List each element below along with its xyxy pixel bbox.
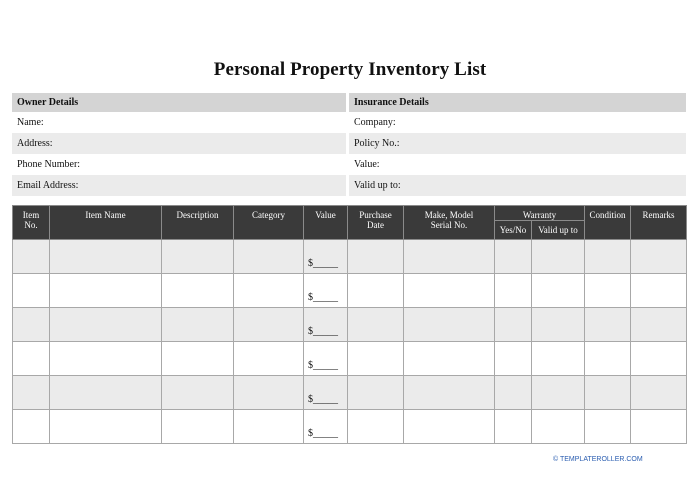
table-row [13, 410, 687, 444]
cell-warranty-valid-up-to[interactable] [532, 410, 585, 444]
cell-make-model[interactable] [404, 274, 495, 308]
cell-item-name[interactable] [50, 274, 162, 308]
cell-make-model[interactable] [404, 308, 495, 342]
cell-warranty-yes-no[interactable] [495, 308, 532, 342]
owner-details-header: Owner Details [12, 93, 346, 112]
inventory-table [12, 205, 687, 444]
cell-value[interactable]: $_____ [304, 376, 348, 410]
cell-item-no[interactable] [13, 376, 50, 410]
inventory-table-body [13, 240, 687, 444]
col-warranty: Warranty [495, 206, 585, 221]
table-row [13, 342, 687, 376]
cell-item-no[interactable] [13, 274, 50, 308]
cell-warranty-yes-no[interactable] [495, 274, 532, 308]
insurance-policy-field[interactable]: Policy No.: [349, 133, 686, 154]
cell-condition[interactable] [585, 376, 631, 410]
cell-warranty-valid-up-to[interactable] [532, 308, 585, 342]
cell-condition[interactable] [585, 274, 631, 308]
cell-warranty-yes-no[interactable] [495, 376, 532, 410]
cell-remarks[interactable] [631, 240, 687, 274]
cell-warranty-valid-up-to[interactable] [532, 376, 585, 410]
cell-make-model[interactable] [404, 342, 495, 376]
cell-category[interactable] [234, 274, 304, 308]
cell-warranty-yes-no[interactable] [495, 240, 532, 274]
cell-description[interactable] [162, 410, 234, 444]
cell-category[interactable] [234, 342, 304, 376]
col-remarks: Remarks [631, 206, 687, 240]
cell-item-name[interactable] [50, 342, 162, 376]
cell-value[interactable]: $_____ [304, 410, 348, 444]
cell-category[interactable] [234, 240, 304, 274]
cell-item-name[interactable] [50, 308, 162, 342]
col-condition: Condition [585, 206, 631, 240]
table-row [13, 274, 687, 308]
insurance-valid-field[interactable]: Valid up to: [349, 175, 686, 196]
footer-credit[interactable]: © TEMPLATEROLLER.COM [553, 456, 643, 463]
col-value: Value [304, 206, 348, 240]
cell-purchase-date[interactable] [348, 410, 404, 444]
cell-purchase-date[interactable] [348, 342, 404, 376]
cell-value[interactable]: $_____ [304, 274, 348, 308]
cell-remarks[interactable] [631, 308, 687, 342]
col-warranty-yes-no: Yes/No [495, 221, 532, 240]
col-item-name: Item Name [50, 206, 162, 240]
cell-category[interactable] [234, 308, 304, 342]
cell-purchase-date[interactable] [348, 274, 404, 308]
cell-make-model[interactable] [404, 240, 495, 274]
cell-category[interactable] [234, 376, 304, 410]
cell-description[interactable] [162, 342, 234, 376]
cell-condition[interactable] [585, 240, 631, 274]
cell-item-name[interactable] [50, 410, 162, 444]
cell-make-model[interactable] [404, 410, 495, 444]
cell-item-no[interactable] [13, 410, 50, 444]
owner-phone-field[interactable]: Phone Number: [12, 154, 346, 175]
cell-value[interactable]: $_____ [304, 308, 348, 342]
cell-remarks[interactable] [631, 274, 687, 308]
cell-warranty-yes-no[interactable] [495, 342, 532, 376]
cell-warranty-yes-no[interactable] [495, 410, 532, 444]
insurance-details-header: Insurance Details [349, 93, 686, 112]
cell-item-no[interactable] [13, 342, 50, 376]
cell-purchase-date[interactable] [348, 376, 404, 410]
cell-warranty-valid-up-to[interactable] [532, 274, 585, 308]
owner-email-field[interactable]: Email Address: [12, 175, 346, 196]
cell-value[interactable]: $_____ [304, 342, 348, 376]
cell-purchase-date[interactable] [348, 308, 404, 342]
cell-condition[interactable] [585, 308, 631, 342]
page-title: Personal Property Inventory List [213, 59, 487, 80]
cell-description[interactable] [162, 240, 234, 274]
col-description: Description [162, 206, 234, 240]
owner-details-section [12, 93, 346, 196]
owner-name-field[interactable]: Name: [12, 112, 346, 133]
cell-purchase-date[interactable] [348, 240, 404, 274]
cell-condition[interactable] [585, 410, 631, 444]
cell-item-no[interactable] [13, 240, 50, 274]
table-row [13, 308, 687, 342]
cell-description[interactable] [162, 376, 234, 410]
cell-item-no[interactable] [13, 308, 50, 342]
cell-make-model[interactable] [404, 376, 495, 410]
cell-value[interactable]: $_____ [304, 240, 348, 274]
insurance-details-section [349, 93, 686, 196]
cell-warranty-valid-up-to[interactable] [532, 342, 585, 376]
cell-description[interactable] [162, 274, 234, 308]
cell-warranty-valid-up-to[interactable] [532, 240, 585, 274]
cell-description[interactable] [162, 308, 234, 342]
table-row [13, 240, 687, 274]
col-purchase-date: Purchase Date [348, 206, 404, 240]
cell-remarks[interactable] [631, 342, 687, 376]
cell-item-name[interactable] [50, 376, 162, 410]
table-header-row [13, 206, 687, 221]
cell-category[interactable] [234, 410, 304, 444]
insurance-company-field[interactable]: Company: [349, 112, 686, 133]
cell-remarks[interactable] [631, 410, 687, 444]
col-item-no: Item No. [13, 206, 50, 240]
table-row [13, 376, 687, 410]
col-warranty-valid-up-to: Valid up to [532, 221, 585, 240]
col-make-model: Make, Model Serial No. [404, 206, 495, 240]
cell-condition[interactable] [585, 342, 631, 376]
insurance-value-field[interactable]: Value: [349, 154, 686, 175]
col-category: Category [234, 206, 304, 240]
cell-item-name[interactable] [50, 240, 162, 274]
cell-remarks[interactable] [631, 376, 687, 410]
owner-address-field[interactable]: Address: [12, 133, 346, 154]
